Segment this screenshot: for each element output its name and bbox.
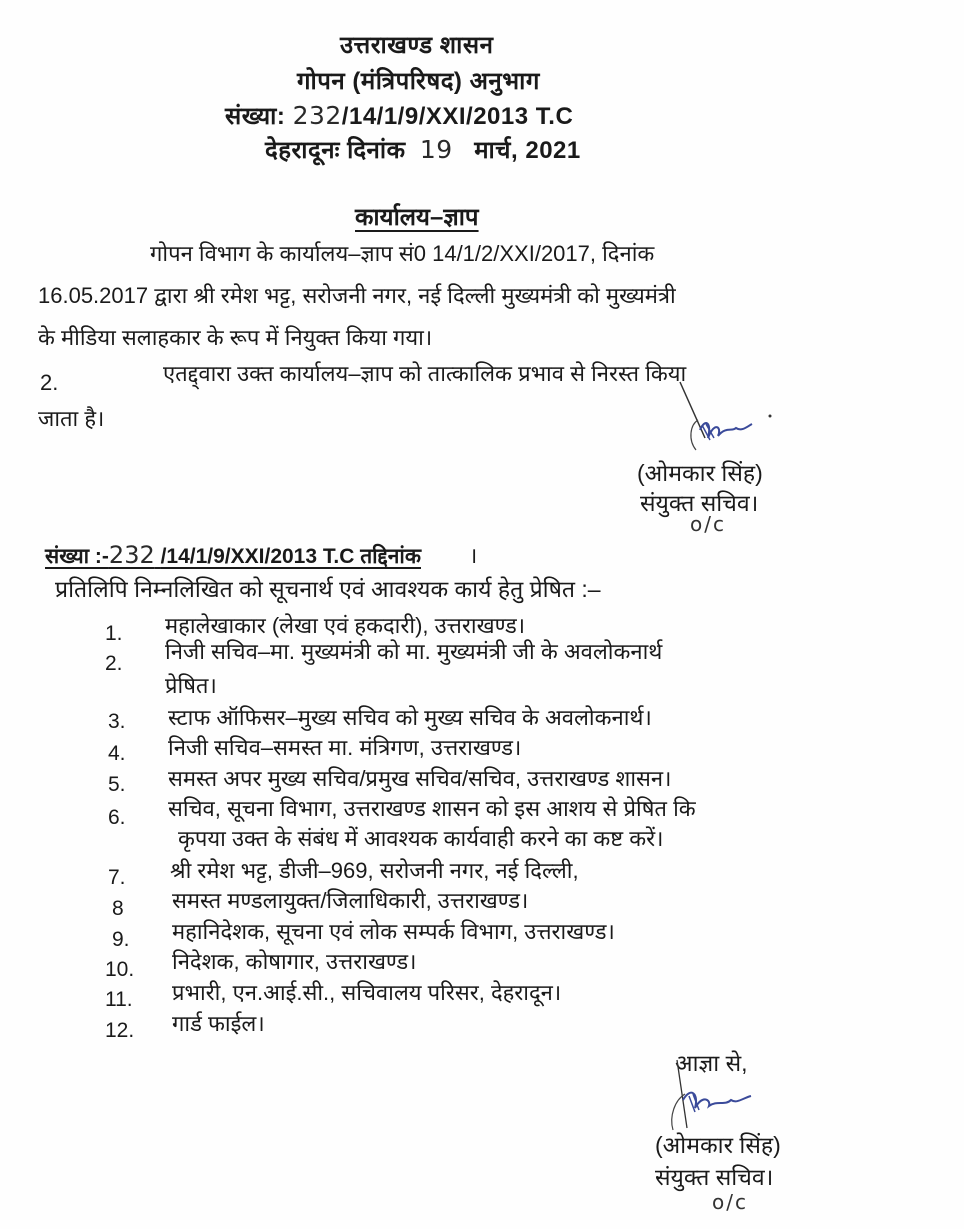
item-text: निजी सचिव–समस्त मा. मंत्रिगण, उत्तराखण्ड।: [168, 735, 522, 760]
para2-number: 2.: [40, 370, 59, 395]
signatory-name-1: (ओमकार सिंह): [637, 460, 763, 486]
item-number: 7.: [108, 866, 126, 889]
by-order-label: आज्ञा से,: [675, 1050, 748, 1076]
distribution-ref-rest: /14/1/9/XXI/2013 T.C तद्दिनांक: [160, 545, 421, 568]
item-text-continued: कृपया उक्त के संबंध में आवश्यक कार्यवाही करने का कष्ट करें।: [178, 826, 664, 851]
signatory-note-1: o/c: [690, 512, 726, 536]
item-text-continued: प्रेषित।: [165, 673, 217, 698]
distribution-ref-end: ।: [469, 543, 478, 568]
section-heading: गोपन (मंत्रिपरिषद) अनुभाग: [297, 68, 540, 95]
item-number: 4.: [108, 742, 126, 765]
item-text: समस्त मण्डलायुक्त/जिलाधिकारी, उत्तराखण्ड।: [172, 888, 529, 913]
item-number: 5.: [108, 773, 126, 796]
item-text: महालेखाकार (लेखा एवं हकदारी), उत्तराखण्ड।: [165, 613, 526, 638]
item-text: श्री रमेश भट्ट, डीजी–969, सरोजनी नगर, नई दिल्ली,: [170, 858, 579, 883]
date-month-year: मार्च, 2021: [474, 137, 581, 164]
item-text: निदेशक, कोषागार, उत्तराखण्ड।: [172, 949, 417, 974]
reference-label: संख्या:: [225, 103, 286, 130]
item-text: स्टाफ ऑफिसर–मुख्य सचिव को मुख्य सचिव के अवलोकनार्थ।: [168, 705, 652, 730]
distribution-intro: प्रतिलिपि निम्नलिखित को सूचनार्थ एवं आवश्यक कार्य हेतु प्रेषित :–: [55, 576, 601, 602]
signatory-note-2: o/c: [712, 1190, 748, 1214]
item-number: 3.: [108, 710, 126, 733]
signatory-name-2: (ओमकार सिंह): [655, 1132, 781, 1158]
reference-handwritten-number: 232: [292, 101, 342, 130]
item-number: 12.: [105, 1019, 135, 1042]
government-heading: उत्तराखण्ड शासन: [340, 32, 494, 59]
item-text: सचिव, सूचना विभाग, उत्तराखण्ड शासन को इस आशय से प्रेषित कि: [168, 796, 696, 821]
para1-line2: 16.05.2017 द्वारा श्री रमेश भट्ट, सरोजनी नगर, नई दिल्ली मुख्यमंत्री को मुख्यमंत्री: [38, 283, 676, 308]
reference-rest: /14/1/9/XXI/2013 T.C: [341, 103, 574, 130]
signatory-designation-1: संयुक्त सचिव।: [640, 490, 759, 516]
item-text: गार्ड फाईल।: [172, 1011, 265, 1036]
distribution-ref-handwritten: 232: [108, 541, 155, 569]
item-number: 6.: [108, 806, 126, 829]
para2-line1: एतद्द्वारा उक्त कार्यालय–ज्ञाप को तात्कालिक प्रभाव से निरस्त किया: [163, 361, 687, 386]
distribution-ref-label: संख्या :-: [45, 545, 109, 568]
place-date: [265, 133, 581, 166]
item-text: निजी सचिव–मा. मुख्यमंत्री को मा. मुख्यमंत्री जी के अवलोकनार्थ: [165, 639, 663, 664]
para2-line2: जाता है।: [38, 406, 105, 431]
item-text: प्रभारी, एन.आई.सी., सचिवालय परिसर, देहरादून।: [172, 980, 562, 1005]
item-number: 1.: [105, 622, 123, 645]
item-number: 11.: [105, 988, 133, 1011]
item-text: समस्त अपर मुख्य सचिव/प्रमुख सचिव/सचिव, उत्तराखण्ड शासन।: [168, 766, 672, 791]
item-number: 2.: [105, 652, 123, 675]
para1-line1: गोपन विभाग के कार्यालय–ज्ञाप सं0 14/1/2/XXI/2017, दिनांक: [150, 241, 655, 266]
item-number: 8: [112, 897, 124, 920]
signatory-designation-2: संयुक्त सचिव।: [655, 1164, 774, 1190]
distribution-reference: [45, 541, 421, 570]
item-number: 9.: [112, 928, 130, 951]
reference-number: [225, 99, 573, 132]
para1-line3: के मीडिया सलाहकार के रूप में नियुक्त किया गया।: [38, 325, 433, 350]
memo-title: कार्यालय–ज्ञाप: [355, 204, 479, 231]
place-date-label: देहरादूनः दिनांक: [265, 137, 406, 164]
item-text: महानिदेशक, सूचना एवं लोक सम्पर्क विभाग, उत्तराखण्ड।: [172, 919, 615, 944]
date-day-handwritten: 19: [419, 135, 453, 164]
item-number: 10.: [105, 958, 135, 981]
